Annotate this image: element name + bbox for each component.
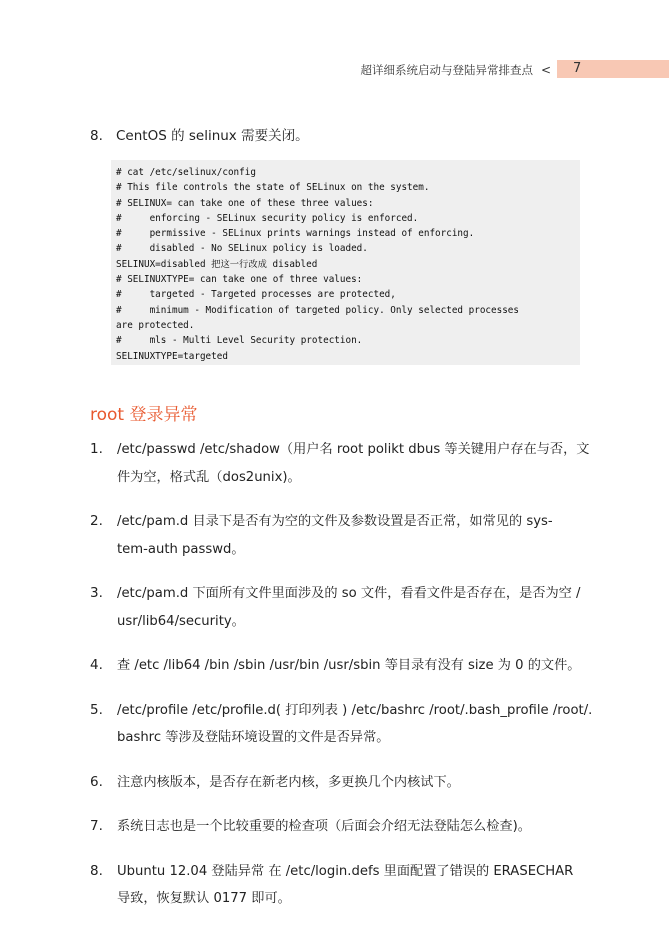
list-item xyxy=(90,697,593,752)
list-item xyxy=(90,813,582,841)
code-line: # permissive - SELinux prints warnings instead of enforcing. xyxy=(116,228,475,240)
code-line: # enforcing - SELinux security policy is enforced. xyxy=(116,212,419,224)
list-item xyxy=(90,769,582,797)
code-line: # targeted - Targeted processes are protected, xyxy=(116,289,396,301)
code-line: # SELINUX= can take one of these three values: xyxy=(116,197,374,209)
list-text-line: /etc/passwd /etc/shadow（用户名 root polikt dbus 等关键用户存在与否，文 xyxy=(117,442,590,457)
code-line: are protected. xyxy=(116,319,195,331)
list-text-line: Ubuntu 12.04 登陆异常 在 /etc/login.defs 里面配置了错误的 ERASECHAR xyxy=(117,863,574,879)
list-number: 3. xyxy=(90,585,103,601)
list-text-line: /etc/pam.d 目录下是否有为空的文件及参数设置是否正常，如常见的 sys- xyxy=(117,514,553,529)
list-text-line: 件为空，格式乱（dos2unix)。 xyxy=(117,469,301,485)
list-item xyxy=(90,436,590,491)
list-text: CentOS 的 selinux 需要关闭。 xyxy=(116,128,309,144)
code-line: # This file controls the state of SELinux on the system. xyxy=(116,182,430,194)
list-text-line: 导致，恢复默认 0177 即可。 xyxy=(117,891,291,906)
list-text-line: tem-auth passwd。 xyxy=(117,541,245,557)
list-number: 4. xyxy=(90,657,103,673)
code-line: # mls - Multi Level Security protection. xyxy=(116,335,363,347)
code-block xyxy=(111,160,580,365)
code-line: # minimum - Modification of targeted policy. Only selected processes xyxy=(116,304,519,316)
page-header xyxy=(0,62,669,80)
intro-list-item xyxy=(90,124,309,144)
list-number: 5. xyxy=(90,701,103,718)
list-text-line: bashrc 等涉及登陆环境设置的文件是否异常。 xyxy=(117,730,390,745)
list-number: 1. xyxy=(90,441,103,457)
section-heading: root 登录异常 xyxy=(90,405,198,425)
code-line: # cat /etc/selinux/config xyxy=(116,167,256,178)
list-number: 2. xyxy=(90,513,103,529)
list-item xyxy=(90,652,582,680)
list-text-line: 查 /etc /lib64 /bin /sbin /usr/bin /usr/sbin 等目录有没有 size 为 0 的文件。 xyxy=(117,658,581,673)
code-line: # disabled - No SELinux policy is loaded. xyxy=(116,243,368,255)
list-item xyxy=(90,858,582,913)
code-line: SELINUXTYPE=targeted xyxy=(116,350,228,362)
code-line: # SELINUXTYPE= can take one of three values: xyxy=(116,274,363,286)
list-text-line: /etc/pam.d 下面所有文件里面涉及的 so 文件，看看文件是否存在，是否为空 / xyxy=(117,586,581,601)
chevron-left-icon: < xyxy=(541,63,552,77)
code-line: SELINUX=disabled 把这一行改成 disabled xyxy=(116,258,318,270)
list-text-line: 注意内核版本，是否存在新老内核，多更换几个内核试下。 xyxy=(117,774,460,790)
running-header-title: 超详细系统启动与登陆异常排查点 xyxy=(360,63,533,77)
list-text-line: usr/lib64/security。 xyxy=(117,613,245,629)
page-number: 7 xyxy=(573,61,582,76)
list-text-line: 系统日志也是一个比较重要的检查项（后面会介绍无法登陆怎么检查)。 xyxy=(117,819,531,834)
list-number: 7. xyxy=(90,818,103,834)
list-item xyxy=(90,580,582,635)
list-text-line: /etc/profile /etc/profile.d( 打印列表 ) /etc/bashrc /root/.bash_profile /root/. xyxy=(117,702,593,718)
list-item xyxy=(90,508,582,563)
list-number: 8. xyxy=(90,862,103,879)
list-number: 6. xyxy=(90,773,103,790)
list-number: 8. xyxy=(90,128,103,144)
checklist xyxy=(90,436,593,930)
